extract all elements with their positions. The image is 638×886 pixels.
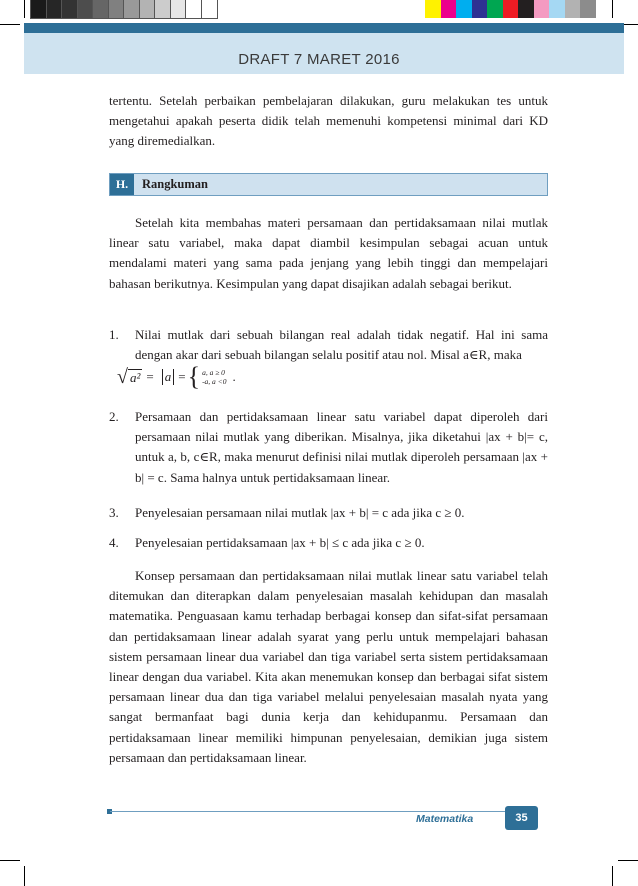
formula-abs-value: a bbox=[162, 369, 175, 385]
closing-paragraph: Konsep persamaan dan pertidaksamaan nilai mutlak linear satu variabel telah ditemukan dan diterapkan dalam penyelesaian masalah kehidupan dan masalah matematika. Penguasaan kamu terhadap berbagai konsep dan sifat-sifat persamaan dan pertidaksamaan linear adalah syarat yang perlu untuk mempelajari bahasan sistem persamaan linear dua variabel dan tiga variabel serta sistem pertidaksamaan linear dengan dua variabel. Kita akan menemukan konsep dan berbagai sifat sistem persamaan linear dua dan tiga variabel melalui penyelesaian masalah nyata yang sangat bermanfaat bagi dunia kerja dan kehidupanmu. Persamaan dan pertidaksamaan linear memiliki himpunan penyelesaian, demikian juga sistem persamaan dan pertidaksamaan linear. bbox=[109, 568, 548, 765]
formula-case: a, a ≥ 0 bbox=[202, 368, 225, 377]
formula-case: -a, a <0 bbox=[202, 377, 227, 386]
color-swatch bbox=[441, 0, 457, 18]
gray-swatch bbox=[155, 0, 171, 18]
gray-swatch bbox=[140, 0, 156, 18]
list-number: 2. bbox=[109, 409, 119, 424]
gray-swatch bbox=[93, 0, 109, 18]
color-swatch bbox=[549, 0, 565, 18]
gray-swatch bbox=[31, 0, 47, 18]
formula-equals: = bbox=[146, 369, 154, 384]
color-swatch bbox=[518, 0, 534, 18]
list-text: Nilai mutlak dari sebuah bilangan real adalah tidak negatif. Hal ini sama dengan akar dari sebuah bilangan selalu positif atau nol. Misal a∈R, maka bbox=[135, 327, 548, 363]
color-swatch bbox=[456, 0, 472, 18]
crop-mark bbox=[0, 860, 20, 861]
footer-rule bbox=[110, 811, 526, 812]
header-accent-strip bbox=[24, 23, 624, 33]
gray-swatch bbox=[124, 0, 140, 18]
gray-swatch bbox=[78, 0, 94, 18]
formula-period: . bbox=[232, 369, 236, 384]
list-number: 1. bbox=[109, 327, 119, 342]
color-swatch bbox=[580, 0, 596, 18]
gray-swatch bbox=[186, 0, 202, 18]
crop-mark bbox=[0, 24, 20, 25]
list-item bbox=[109, 533, 548, 553]
list-item bbox=[109, 325, 548, 365]
gray-swatch bbox=[62, 0, 78, 18]
footer-subject: Matematika bbox=[416, 813, 474, 825]
list-item bbox=[109, 503, 548, 523]
color-swatch bbox=[487, 0, 503, 18]
absolute-value-formula bbox=[117, 364, 236, 390]
section-letter: H. bbox=[110, 174, 134, 195]
intro-paragraph: tertentu. Setelah perbaikan pembelajaran dilakukan, guru melakukan tes untuk mengetahui apakah peserta didik telah memenuhi kompetensi minimal dari KD yang diremedialkan. bbox=[109, 93, 548, 149]
formula-equals: = bbox=[178, 369, 186, 384]
gray-swatch bbox=[109, 0, 125, 18]
list-number: 3. bbox=[109, 505, 119, 520]
sqrt-radicand: a² bbox=[129, 369, 141, 385]
closing-paragraph-block bbox=[109, 566, 548, 768]
gray-swatch bbox=[171, 0, 187, 18]
sqrt-sign-icon: √ bbox=[117, 366, 128, 388]
list-number: 4. bbox=[109, 535, 119, 550]
grayscale-calibration-bar bbox=[31, 0, 217, 18]
sqrt-expression bbox=[117, 367, 142, 387]
crop-mark bbox=[24, 866, 25, 886]
list-text: Penyelesaian persamaan nilai mutlak |ax + b| = c ada jika c ≥ 0. bbox=[135, 505, 465, 520]
summary-intro-block bbox=[109, 213, 548, 294]
color-swatch bbox=[565, 0, 581, 18]
page-number-badge: 35 bbox=[505, 806, 538, 830]
list-item bbox=[109, 407, 548, 488]
formula-cases bbox=[202, 368, 226, 386]
left-brace-icon: { bbox=[187, 362, 201, 391]
summary-intro-paragraph: Setelah kita membahas materi persamaan dan pertidaksamaan nilai mutlak linear satu variabel, maka dapat diambil kesimpulan sebagai acuan untuk mendalami materi yang sama pada jenjang yang lebih tinggi dan mempelajari bahasan berikutnya. Kesimpulan yang dapat disajikan adalah sebagai berikut. bbox=[109, 215, 548, 291]
color-swatch bbox=[534, 0, 550, 18]
section-title: Rangkuman bbox=[142, 177, 208, 191]
draft-header-title: DRAFT 7 MARET 2016 bbox=[238, 51, 400, 68]
gray-swatch bbox=[202, 0, 218, 18]
crop-mark bbox=[612, 866, 613, 886]
list-text: Penyelesaian pertidaksamaan |ax + b| ≤ c ada jika c ≥ 0. bbox=[135, 535, 425, 550]
color-swatch bbox=[472, 0, 488, 18]
color-swatch bbox=[425, 0, 441, 18]
gray-swatch bbox=[47, 0, 63, 18]
section-heading bbox=[109, 173, 548, 196]
color-swatch bbox=[503, 0, 519, 18]
crop-mark bbox=[618, 860, 638, 861]
intro-paragraph-block bbox=[109, 91, 548, 152]
crop-mark bbox=[24, 0, 25, 18]
list-text: Persamaan dan pertidaksamaan linear satu variabel dapat diperoleh dari persamaan nilai mutlak yang diberikan. Misalnya, jika diketahui |ax + b|= c, untuk a, b, c∈R, maka menurut definisi nilai mutlak diperoleh persamaan |ax + b| = c. Sama halnya untuk pertidaksamaan linear. bbox=[135, 409, 548, 485]
color-calibration-bar bbox=[425, 0, 596, 18]
crop-mark bbox=[612, 0, 613, 18]
